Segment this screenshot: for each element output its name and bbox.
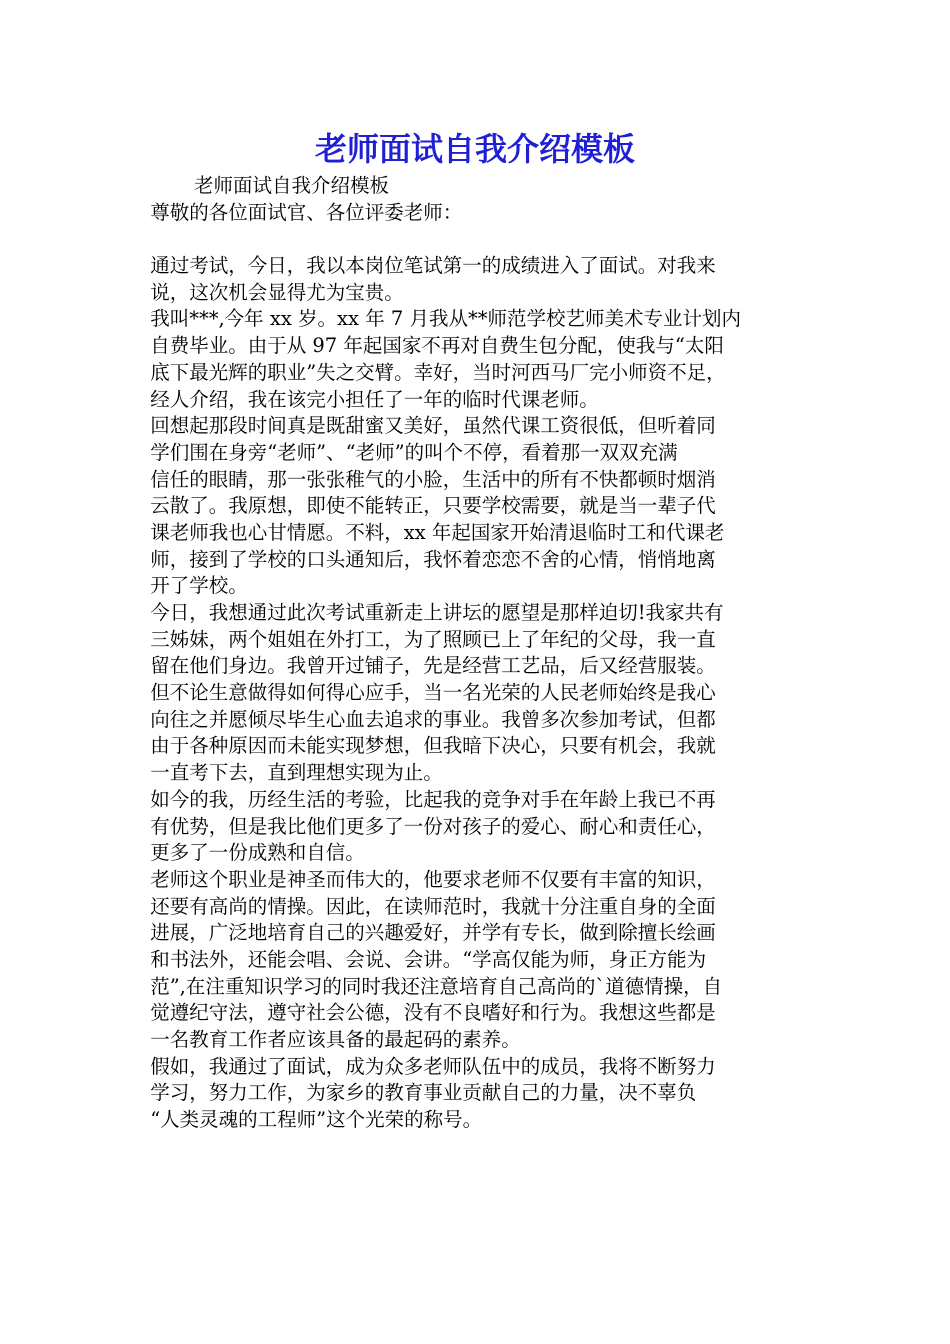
body-line: 自费毕业。由于从 97 年起国家不再对自费生包分配，使我与“太阳	[144, 334, 724, 358]
body-line: 一名教育工作者应该具备的最起码的素养。	[144, 1028, 521, 1051]
body-line: 回想起那段时间真是既甜蜜又美好，虽然代课工资很低，但听着同	[144, 414, 716, 438]
body-line: 一直考下去，直到理想实现为止。	[144, 761, 443, 785]
body-line: 我叫***,今年 xx 岁。xx 年 7 月我从**师范学校艺师美术专业计划内	[144, 307, 742, 331]
body-line: 学习，努力工作，为家乡的教育事业贡献自己的力量，决不辜负	[144, 1081, 697, 1105]
body-line: 留在他们身边。我曾开过铺子，先是经营工艺品，后又经营服装。	[144, 654, 716, 678]
body-line: 经人介绍，我在该完小担任了一年的临时代课老师。	[144, 387, 599, 411]
body-line: 说，这次机会显得尤为宝贵。	[144, 280, 404, 304]
body-line: 老师这个职业是神圣而伟大的，他要求老师不仅要有丰富的知识，	[144, 867, 716, 891]
body-line: 假如，我通过了面试，成为众多老师队伍中的成员，我将不断努力	[144, 1054, 716, 1078]
body-line: 向往之并愿倾尽毕生心血去追求的事业。我曾多次参加考试，但都	[144, 707, 716, 731]
body-line: 三姊妹，两个姐姐在外打工，为了照顾已上了年纪的父母，我一直	[144, 627, 716, 651]
body-line: 通过考试，今日，我以本岗位笔试第一的成绩进入了面试。对我来	[144, 254, 716, 278]
blank-line	[144, 226, 804, 253]
document-title: 老师面试自我介绍模板	[314, 130, 635, 168]
body-line: 更多了一份成熟和自信。	[144, 841, 365, 865]
body-line: 开了学校。	[144, 574, 248, 598]
body-line: 但不论生意做得如何得心应手，当一名光荣的人民老师始终是我心	[144, 681, 716, 705]
body-line: 有优势，但是我比他们更多了一份对孩子的爱心、耐心和责任心，	[144, 814, 716, 838]
body-line: 进展，广泛地培育自己的兴趣爱好，并学有专长，做到除擅长绘画	[144, 921, 716, 945]
document-body	[144, 173, 804, 1134]
greeting-line: 尊敬的各位面试官、各位评委老师：	[144, 200, 463, 224]
body-line: 师，接到了学校的口头通知后，我怀着恋恋不舍的心情，悄悄地离	[144, 547, 716, 571]
body-line: 今日，我想通过此次考试重新走上讲坛的愿望是那样迫切!我家共有	[144, 601, 724, 624]
body-line: 学们围在身旁“老师”、“老师”的叫个不停，看着那一双双充满	[144, 440, 678, 464]
body-line: 信任的眼睛，那一张张稚气的小脸，生活中的所有不快都顿时烟消	[144, 467, 716, 491]
body-line: 由于各种原因而未能实现梦想，但我暗下决心，只要有机会，我就	[144, 734, 716, 758]
body-line: 还要有高尚的情操。因此，在读师范时，我就十分注重自身的全面	[144, 894, 716, 918]
body-line: 和书法外，还能会唱、会说、会讲。“学高仅能为师，身正方能为	[144, 947, 707, 971]
body-line: 觉遵纪守法，遵守社会公德，没有不良嗜好和行为。我想这些都是	[144, 1001, 716, 1025]
body-line: 底下最光辉的职业”失之交臂。幸好，当时河西马厂完小师资不足，	[144, 360, 726, 384]
body-line: 如今的我，历经生活的考验，比起我的竞争对手在年龄上我已不再	[144, 787, 716, 811]
body-line: 云散了。我原想，即使不能转正，只要学校需要，就是当一辈子代	[144, 494, 716, 518]
body-line: 范”,在注重知识学习的同时我还注意培育自己高尚的`道德情操，自	[144, 974, 723, 998]
body-line: “人类灵魂的工程师”这个光荣的称号。	[144, 1108, 483, 1132]
subtitle-line: 老师面试自我介绍模板	[194, 174, 390, 197]
body-line: 课老师我也心甘情愿。不料，xx 年起国家开始清退临时工和代课老	[144, 520, 725, 544]
